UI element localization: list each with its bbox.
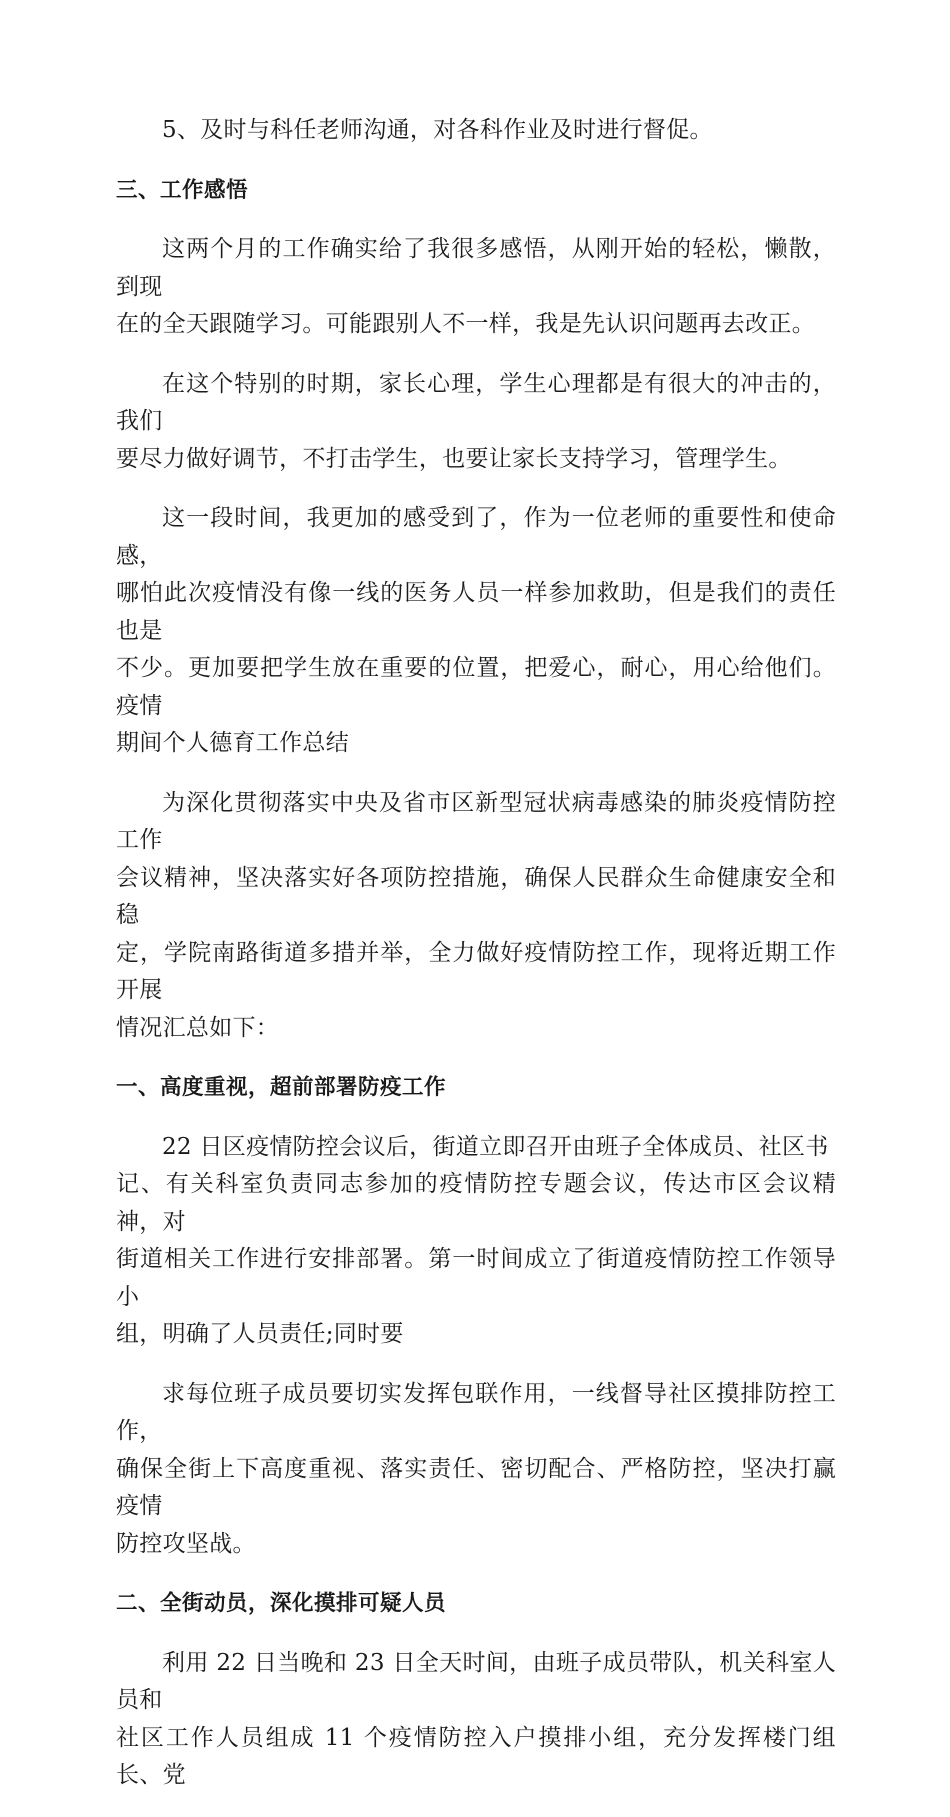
text-line: 社区工作人员组成 11 个疫情防控入户摸排小组，充分发挥楼门组长、党 [116,1724,836,1788]
text-line: 不少。更加要把学生放在重要的位置，把爱心，耐心，用心给他们。疫情 [116,655,836,719]
paragraph [116,500,836,763]
section-heading-1: 一、高度重视，超前部署防疫工作 [116,1075,447,1100]
text-line: 5、及时与科任老师沟通，对各科作业及时进行督促。 [162,117,713,143]
text-line: 情况汇总如下： [116,1014,280,1041]
text-line: 22 日区疫情防控会议后，街道立即召开由班子全体成员、社区书 [162,1133,829,1160]
text-line: 在的全天跟随学习。可能跟别人不一样，我是先认识问题再去改正。 [116,311,815,337]
text-line: 组，明确了人员责任;同时要 [116,1321,404,1347]
text-line: 街道相关工作进行安排部署。第一时间成立了街道疫情防控工作领导小 [116,1246,836,1310]
text-line: 要尽力做好调节，不打击学生，也要让家长支持学习，管理学生。 [116,445,792,472]
section-heading-3: 三、工作感悟 [116,177,249,203]
paragraph [116,366,836,479]
text-line: 哪怕此次疫情没有像一线的医务人员一样参加救助，但是我们的责任也是 [116,580,836,644]
text-line: 为深化贯彻落实中央及省市区新型冠状病毒感染的肺炎疫情防控工作 [116,789,836,853]
paragraph [116,785,836,1048]
paragraph [116,1376,836,1564]
paragraph [116,1129,836,1354]
paragraph [116,231,836,344]
text-line: 利用 22 日当晚和 23 日全天时间，由班子成员带队，机关科室人员和 [116,1649,836,1713]
text-line: 确保全街上下高度重视、落实责任、密切配合、严格防控，坚决打赢疫情 [116,1455,836,1519]
text-line: 这一段时间，我更加的感受到了，作为一位老师的重要性和使命感， [116,505,836,569]
text-line: 期间个人德育工作总结 [116,730,349,756]
paragraph [116,1645,836,1795]
section-heading-2: 二、全街动员，深化摸排可疑人员 [116,1591,447,1616]
text-line: 定，学院南路街道多措并举，全力做好疫情防控工作，现将近期工作开展 [116,939,836,1003]
text-line: 在这个特别的时期，家长心理，学生心理都是有很大的冲击的，我们 [116,370,836,434]
text-line: 记、有关科室负责同志参加的疫情防控专题会议，传达市区会议精神，对 [116,1171,836,1235]
paragraph-item-5 [116,112,836,150]
text-line: 会议精神，坚决落实好各项防控措施，确保人民群众生命健康安全和稳 [116,864,836,928]
text-line: 防控攻坚战。 [116,1530,256,1557]
text-line: 求每位班子成员要切实发挥包联作用，一线督导社区摸排防控工作， [116,1380,836,1444]
document-body [116,112,836,1817]
text-line: 这两个月的工作确实给了我很多感悟，从刚开始的轻松，懒散，到现 [116,236,836,300]
